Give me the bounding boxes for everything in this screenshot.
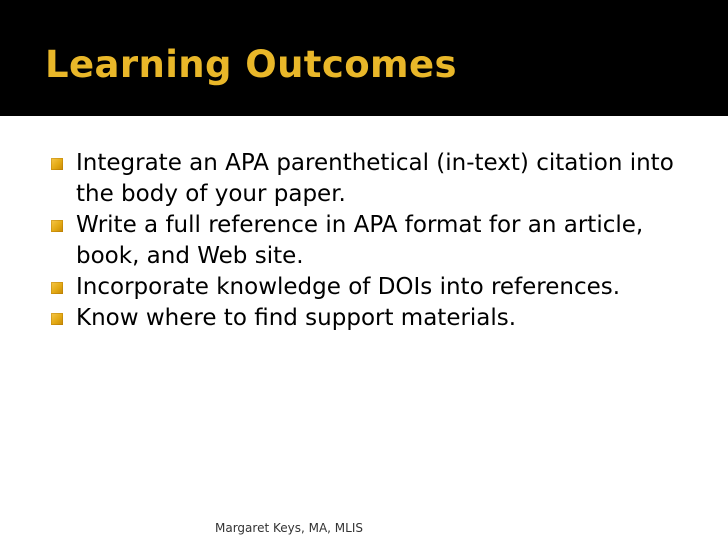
list-item — [48, 210, 708, 272]
slide-title: Learning Outcomes — [45, 43, 457, 86]
list-item — [48, 272, 708, 303]
list-item-text: Know where to find support materials. — [76, 305, 517, 331]
list-item-text: Integrate an APA parenthetical (in-text) citation into the body of your paper. — [76, 150, 674, 207]
list-item — [48, 303, 708, 334]
list-item-text: Write a full reference in APA format for an article, book, and Web site. — [76, 212, 644, 269]
square-bullet-icon — [51, 282, 63, 294]
list-item — [48, 148, 708, 210]
list-item-text: Incorporate knowledge of DOIs into references. — [76, 274, 621, 300]
title-bar — [0, 0, 728, 116]
slide-footer: Margaret Keys, MA, MLIS — [215, 521, 363, 535]
square-bullet-icon — [51, 313, 63, 325]
square-bullet-icon — [51, 158, 63, 170]
outcomes-list — [48, 148, 708, 334]
square-bullet-icon — [51, 220, 63, 232]
